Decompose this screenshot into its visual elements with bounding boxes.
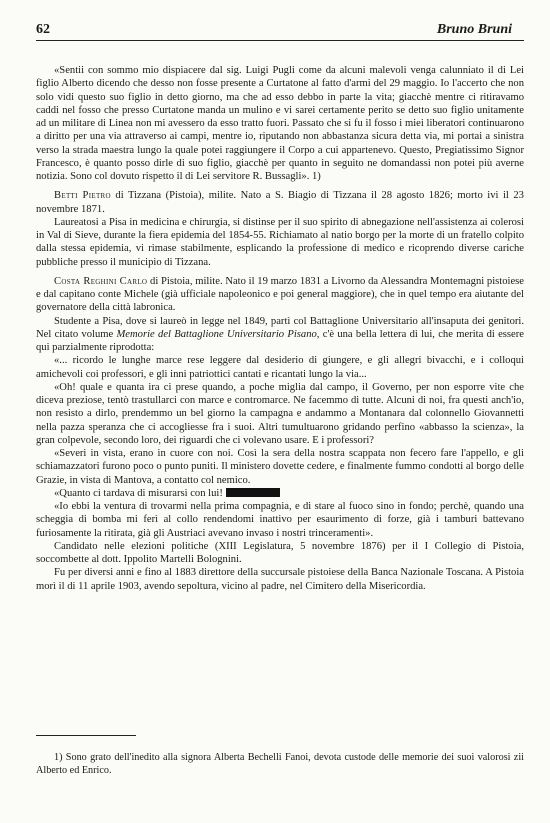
page-number: 62 [36,22,50,37]
entry-reghini [36,275,524,315]
redaction-mark [226,488,280,497]
quote-paragraph: «Quanto ci tardava di misurarsi con lui! [36,487,524,500]
betti-paragraph: Laureatosi a Pisa in medicina e chirurgia, si distinse per il suo spirito di abnegazione nell'assistenza ai colerosi in Val di Sieve, durante la fiera epidemia del 1854-55. Richiamato al natio borgo per la morte di un fratello colpito dalla stessa epidemia, vi rimase stabilmente, esplicando la professione di medico e ricoprendo diverse cariche pubbliche presso il municipio di Tizzana. [36,216,524,268]
quote-paragraph: «Oh! quale e quanta ira ci prese quando, a poche miglia dal campo, il Governo, per non esporre vite che diceva preziose, tentò trastullarci con marce e contromarce. Ne facemmo di tutte. Alcuni di noi, fra questi anch'io, non resisto a dirlo, prendemmo un bel giorno la campagna e andammo a Montanara dal colonnello Giovannetti nella pazza speranza che ci accogliesse fra i suoi. Altri tumultuarono gridando perfino «abbasso la scienza», la gran colpevole, secondo loro, dei riguardi che ci volevano usare. E i professori? [36,381,524,446]
quote-paragraph: «... ricordo le lunghe marce rese leggere dal desiderio di giungere, e gli allegri bivacchi, e i colloqui amichevoli coi professori, e gli inni patriottici cantati e ricantati lungo la via... [36,355,524,380]
entry-text: di Pistoia, milite. Nato il 19 marzo 1831 a Livorno da Alessandra Montemagni pistoiese e dal capitano conte Michele (già ufficiale napoleonico e poi general maggiore), che in quel tempo era aiutante del governatore della città labronica. [36,275,524,314]
letter-paragraph: «Sentii con sommo mio dispiacere dal sig. Luigi Pugli come da alcuni malevoli venga calunniato il di Lei figlio Alberto dicendo che desso non fosse presente a Curtatone al fatto d'armi del 29 maggio. Io l'accerto che non solo vidi questo suo figlio in detto giorno, ma che ad esso debbo in parte la vita; giacchè mentre ci ritiravamo caddi nel fosso che presso Curtatone manda un mulino e vi sarei certamente perito se detto suo figlio unitamente ad un militare di Linea non mi avessero da esso tratto fuori. Passato che si fu il fosso i miei liberatori continuarono a diritto per una via attraverso ai campi, mentre io, riputando non abbastanza sicura detta via, mi portai a sinistra verso la strada maestra lungo la quale potei raggiungere il Corpo a cui appartenevo. Questo, Pregiatissimo Signor Francesco, è quanto posso dirle di suo figlio, giacchè per quanto in seguito ne domandassi non potei più averne notizia. Sono col dovuto rispetto il di Lei servitore R. Bussagli». 1) [36,65,524,182]
reghini-paragraph: Candidato nelle elezioni politiche (XIII Legislatura, 5 novembre 1876) per il I Collegio di Pistoia, soccombette al dott. Ippolito Martelli Bolognini. [36,540,524,565]
entry-text: di Tizzana (Pistoia), milite. Nato a S. Biagio di Tizzana il 28 agosto 1826; morto ivi il 23 novembre 1871. [36,190,524,215]
book-title: Memorie del Battaglione Universitario Pisano [116,328,317,340]
quote-paragraph: «Severi in vista, erano in cuore con noi. Così la sera della nostra scappata non fecero fare l'appello, e gli schiamazzatori furono poco o punto puniti. Il ministero dovette cedere, e finalmente fummo condotti al borgo delle Grazie, in vista di Mantova, a contatto col nemico. [36,448,524,486]
page-body [36,64,524,593]
page-header [36,20,524,41]
entry-name: Betti Pietro [54,190,111,202]
entry-name: Costa Reghini Carlo [54,275,148,287]
reghini-paragraph: Studente a Pisa, dove si laureò in legge nel 1849, partì col Battaglione Universitario all'insaputa dei genitori. Nel citato volume Memorie del Battaglione Universitario Pisano, c'è una bella lettera di lui, che merita di essere qui parzialmente riprodotta: [36,315,524,353]
quote-paragraph: «Io ebbi la ventura di trovarmi nella prima compagnia, e di stare al fuoco sino in fondo; perchè, quando una scheggia di bomba mi ferì al collo rendendomi inattivo per esaurimento di forze, già i tamburi battevano furiosamente la ritirata, già gli Austriaci avevano invaso i nostri trinceramenti». [36,501,524,539]
footnote: 1) Sono grato dell'inedito alla signora Alberta Bechelli Fanoi, devota custode delle memorie dei suoi valorosi zii Alberto ed Enrico. [36,752,524,776]
entry-betti [36,189,524,216]
footnote-divider [36,735,136,736]
reghini-paragraph: Fu per diversi anni e fino al 1883 direttore della succursale pistoiese della Banca Nazionale Toscana. A Pistoia morì il di 11 aprile 1903, avendo sepoltura, vicino al padre, nel Cimitero della Misericordia. [36,567,524,592]
running-title: Bruno Bruni [436,22,512,37]
